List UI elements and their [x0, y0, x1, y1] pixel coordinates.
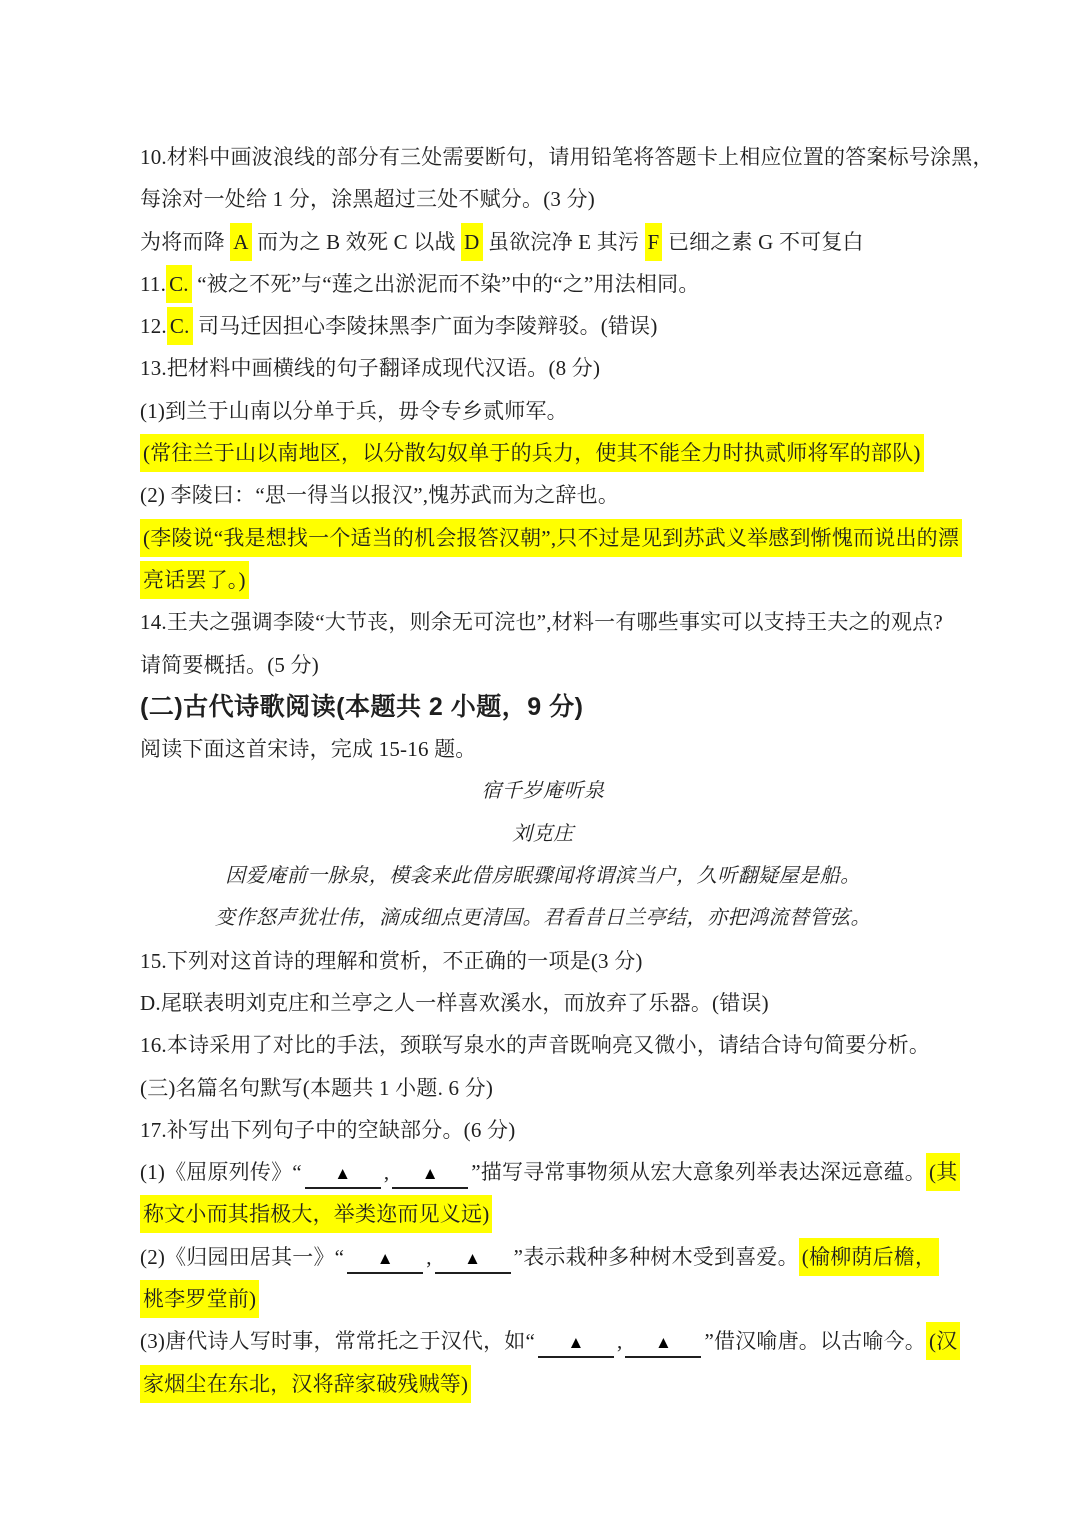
text-segment: 12. [140, 314, 167, 339]
highlighted-text: 桃李罗堂前) [140, 1280, 259, 1318]
text-segment: 已细之素 G 不可复白 [662, 229, 864, 254]
text-segment: 11. [140, 271, 167, 296]
answer-blank [347, 1242, 423, 1274]
text-segment: ”表示栽种多种树木受到喜爱。 [513, 1244, 799, 1269]
text-segment: 刘克庄 [512, 822, 574, 845]
highlighted-text: C. [167, 307, 193, 345]
text-segment: 为将而降 [140, 229, 231, 254]
text-segment: (1)到兰于山南以分单于兵，毋令专乡贰师军。 [140, 398, 568, 423]
triangle-placeholder-icon: ▲ [334, 1164, 352, 1184]
text-segment: 15.下列对这首诗的理解和赏析，不正确的一项是(3 分) [140, 948, 643, 973]
text-line [140, 1109, 946, 1151]
triangle-placeholder-icon: ▲ [464, 1248, 482, 1268]
text-line [140, 1363, 946, 1405]
highlighted-text: (榆柳荫后檐， [799, 1238, 939, 1276]
text-line [140, 305, 946, 347]
text-segment: 14.王夫之强调李陵“大节丧，则余无可浣也”,材料一有哪些事实可以支持王夫之的观点? [140, 610, 943, 635]
triangle-placeholder-icon: ▲ [654, 1333, 672, 1353]
answer-blank [392, 1157, 468, 1189]
answer-blank [625, 1326, 701, 1358]
text-segment: , [617, 1329, 623, 1354]
text-line [140, 347, 946, 389]
text-segment: (2)《归园田居其一》“ [140, 1244, 345, 1269]
text-segment: (3)唐代诗人写时事，常常托之于汉代，如“ [140, 1329, 536, 1354]
text-line [140, 601, 946, 643]
text-line [140, 221, 946, 263]
triangle-placeholder-icon: ▲ [567, 1333, 585, 1353]
answer-blank [305, 1157, 381, 1189]
text-line [140, 474, 946, 516]
text-segment: (1)《屈原列传》“ [140, 1160, 302, 1185]
text-segment: D.尾联表明刘克庄和兰亭之人一样喜欢溪水，而放弃了乐器。(错误) [140, 990, 769, 1015]
text-segment: 每涂对一处给 1 分，涂黑超过三处不赋分。(3 分) [140, 187, 595, 212]
text-line [140, 728, 946, 770]
text-line [140, 178, 946, 220]
text-line [140, 136, 994, 178]
text-line [140, 517, 960, 559]
text-segment: (2) 李陵曰：“思一得当以报汉”,愧苏武而为之辞也。 [140, 483, 620, 508]
text-segment: 16.本诗采用了对比的手法，颈联写泉水的声音既响亮又微小，请结合诗句简要分析。 [140, 1033, 931, 1058]
text-line [140, 1151, 958, 1193]
text-segment: ”描写寻常事物须从宏大意象列举表达深远意蕴。 [471, 1160, 926, 1185]
triangle-placeholder-icon: ▲ [421, 1164, 439, 1184]
text-segment: 司马迁因担心李陵抹黑李广面为李陵辩驳。(错误) [192, 314, 658, 339]
text-segment: 而为之 B 效死 C 以战 [251, 229, 462, 254]
text-line [140, 263, 946, 305]
highlighted-text: 家烟尘在东北，汉将辞家破残贼等) [140, 1365, 471, 1403]
highlighted-text: (李陵说“我是想找一个适当的机会报答汉朝”,只不过是见到苏武义举感到惭愧而说出的漂 [140, 519, 962, 557]
text-line [140, 770, 946, 812]
text-line [140, 1278, 946, 1320]
highlighted-text: 亮话罢了。) [140, 561, 249, 599]
answer-blank [538, 1326, 614, 1358]
text-line [140, 390, 946, 432]
text-line [140, 813, 946, 855]
text-segment: 因爱庵前一脉泉，模衾来此借房眠骤闻将谓滨当户，久听翻疑屋是船。 [225, 865, 861, 888]
text-segment: 请简要概括。(5 分) [140, 652, 319, 677]
text-segment: “被之不死”与“莲之出淤泥而不染”中的“之”用法相同。 [191, 271, 700, 296]
text-line [140, 559, 946, 601]
answer-blank [435, 1242, 511, 1274]
text-segment: (三)名篇名句默写(本题共 1 小题. 6 分) [140, 1075, 494, 1100]
text-line [140, 897, 946, 939]
text-segment: 虽欲浣净 E 其污 [482, 229, 645, 254]
text-line [140, 855, 946, 897]
text-segment: 13.把材料中画横线的句子翻译成现代汉语。(8 分) [140, 356, 601, 381]
document-body [140, 136, 994, 1405]
text-line [140, 1024, 946, 1066]
highlighted-text: D [461, 223, 482, 261]
highlighted-text: C. [166, 265, 192, 303]
text-segment: , [383, 1160, 390, 1185]
text-line [140, 1236, 946, 1278]
highlighted-text: 称文小而其指极大，举类迩而见义远) [140, 1195, 492, 1233]
text-line [140, 1193, 946, 1235]
text-segment: 变作怒声犹壮伟，滴成细点更清国。君看昔日兰亭结，亦把鸿流替管弦。 [215, 907, 871, 930]
text-line [140, 1320, 958, 1362]
text-segment: 宿千岁庵听泉 [481, 780, 605, 803]
text-segment: 阅读下面这首宋诗，完成 15-16 题。 [140, 737, 477, 762]
highlighted-text: (其 [926, 1153, 960, 1191]
text-segment: 17.补写出下列句子中的空缺部分。(6 分) [140, 1117, 516, 1142]
text-segment: (二)古代诗歌阅读(本题共 2 小题，9 分) [140, 692, 584, 721]
triangle-placeholder-icon: ▲ [376, 1248, 394, 1268]
text-segment: ”借汉喻唐。以古喻今。 [704, 1329, 926, 1354]
text-segment: , [426, 1244, 432, 1269]
highlighted-text: (常往兰于山以南地区，以分散勾奴单于的兵力，使其不能全力时执贰师将军的部队) [140, 434, 924, 472]
highlighted-text: A [230, 223, 251, 261]
text-line [140, 982, 946, 1024]
text-line [140, 432, 946, 474]
highlighted-text: F [645, 223, 663, 261]
highlighted-text: (汉 [926, 1322, 960, 1360]
text-line [140, 686, 946, 728]
text-line [140, 940, 946, 982]
text-segment: 10.材料中画波浪线的部分有三处需要断句，请用铅笔将答题卡上相应位置的答案标号涂黑， [140, 145, 994, 169]
text-line [140, 644, 946, 686]
text-line [140, 1067, 946, 1109]
